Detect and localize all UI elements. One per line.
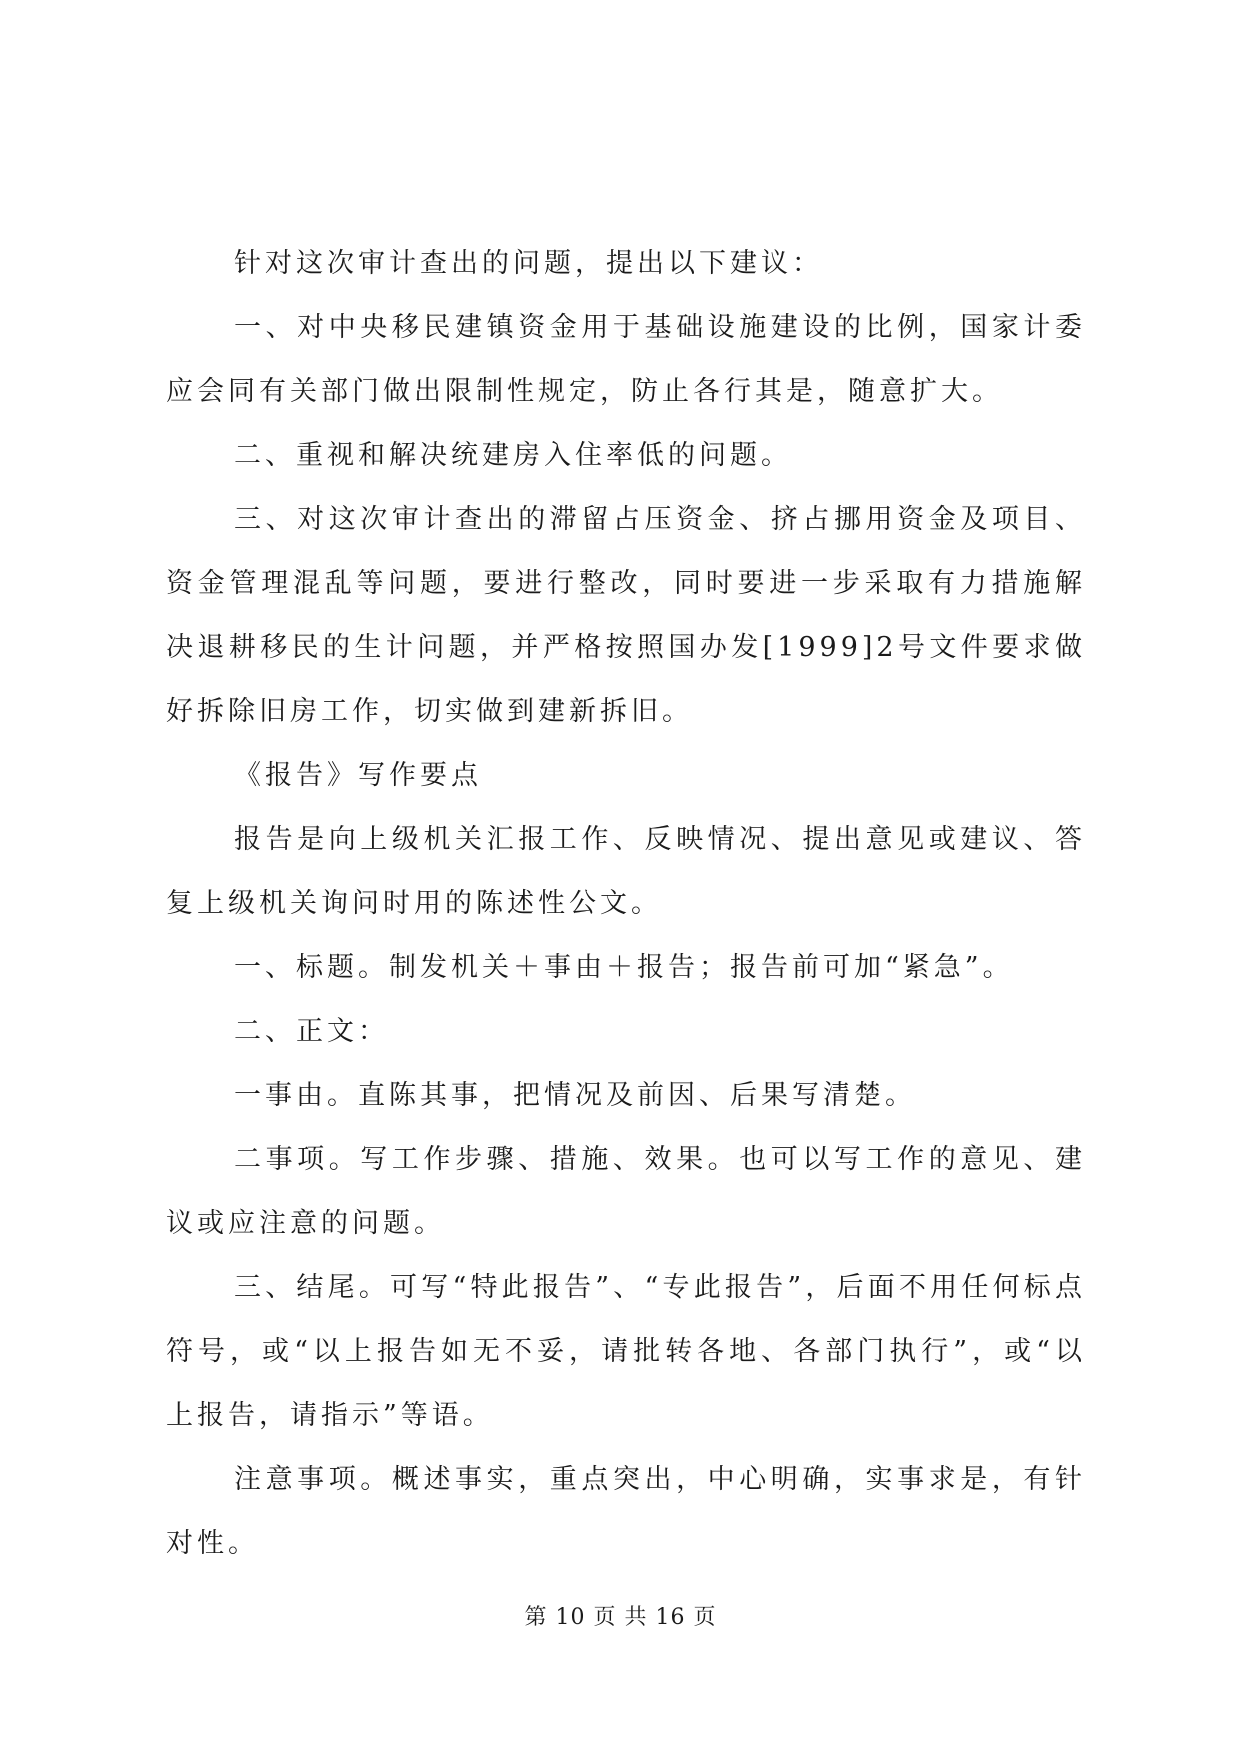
paragraph-title-rule: 一、标题。制发机关＋事由＋报告；报告前可加“紧急”。 — [234, 952, 1014, 983]
paragraph-suggestion-1: 一、对中央移民建镇资金用于基础设施建设的比例，国家计委应会同有关部门做出限制性规定，防止各行其是，随意扩大。 — [166, 312, 1086, 407]
paragraph-matters: 二事项。写工作步骤、措施、效果。也可以写工作的意见、建议或应注意的问题。 — [166, 1144, 1086, 1239]
section-heading-report-points: 《报告》写作要点 — [234, 760, 482, 791]
page-number-footer: 第 10 页 共 16 页 — [524, 1605, 717, 1630]
paragraph-cause: 一事由。直陈其事，把情况及前因、后果写清楚。 — [234, 1080, 916, 1111]
paragraph-ending: 三、结尾。可写“特此报告”、“专此报告”，后面不用任何标点符号，或“以上报告如无不妥，请批转各地、各部门执行”，或“以上报告，请指示”等语。 — [166, 1272, 1086, 1431]
paragraph-body-heading: 二、正文： — [234, 1016, 389, 1047]
paragraph-suggestion-3: 三、对这次审计查出的滞留占压资金、挤占挪用资金及项目、资金管理混乱等问题，要进行整改，同时要进一步采取有力措施解决退耕移民的生计问题，并严格按照国办发[1999]2号文件要求做好拆除旧房工作，切实做到建新拆旧。 — [166, 504, 1086, 727]
document-body — [166, 232, 1086, 1576]
paragraph-report-definition: 报告是向上级机关汇报工作、反映情况、提出意见或建议、答复上级机关询问时用的陈述性公文。 — [166, 824, 1086, 919]
paragraph-intro: 针对这次审计查出的问题，提出以下建议： — [234, 248, 823, 279]
paragraph-notes: 注意事项。概述事实，重点突出，中心明确，实事求是，有针对性。 — [166, 1464, 1086, 1559]
paragraph-suggestion-2: 二、重视和解决统建房入住率低的问题。 — [234, 440, 792, 471]
